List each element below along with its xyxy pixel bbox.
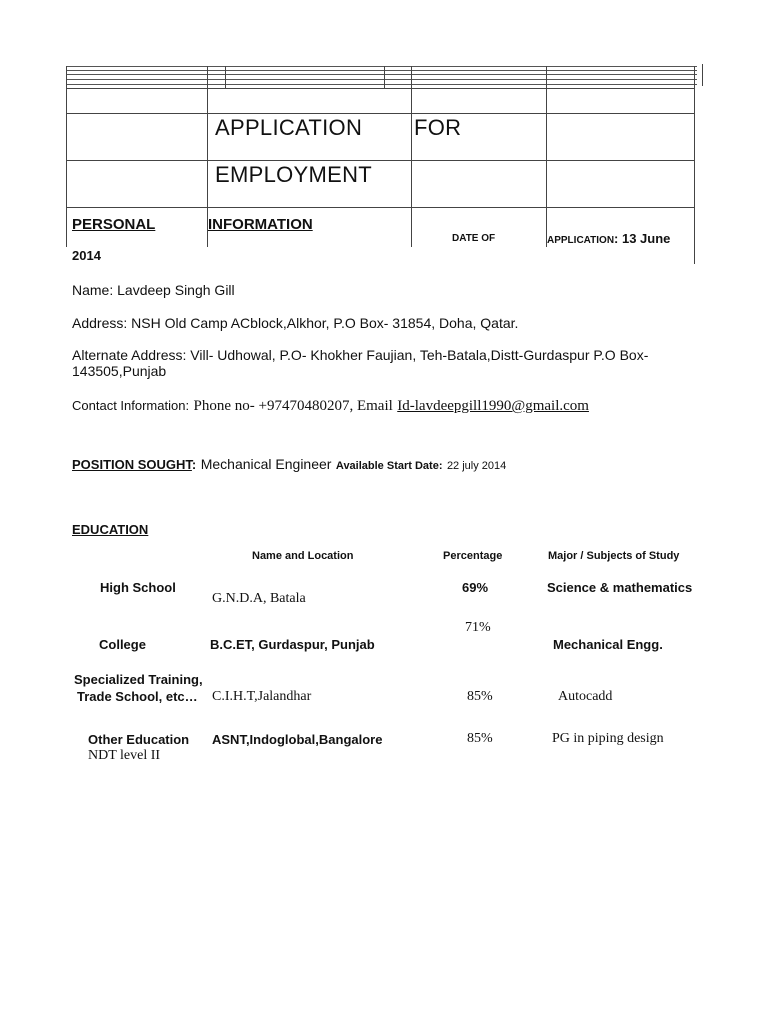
- table-col-line: [546, 66, 547, 247]
- edu-institution: ASNT,Indoglobal,Bangalore: [212, 732, 383, 747]
- start-date-label: Available Start Date:: [335, 460, 443, 472]
- table-row-line: [66, 88, 694, 89]
- contact-information: [72, 397, 589, 415]
- start-date-value: 22 july 2014: [446, 460, 507, 472]
- table-border-top: [67, 79, 697, 80]
- table-border-top: [67, 66, 697, 67]
- contact-phone: Phone no- +97470480207, Email: [193, 398, 393, 414]
- date-of-label: DATE OF: [452, 233, 496, 244]
- section-heading-information: INFORMATION: [208, 216, 313, 233]
- table-border-top: [67, 84, 697, 85]
- edu-level-ndt: NDT level II: [88, 748, 161, 763]
- alternate-address-line1: Alternate Address: Vill- Udhowal, P.O- Khokher Faujian, Teh-Batala,Distt-Gurdaspur P.O Box-: [72, 347, 649, 363]
- edu-percentage: 69%: [462, 580, 489, 595]
- col-header-name-location: Name and Location: [252, 550, 354, 562]
- section-heading-education: EDUCATION: [72, 522, 149, 537]
- edu-major: Mechanical Engg.: [553, 637, 663, 652]
- position-label: POSITION SOUGHT: [72, 457, 192, 472]
- table-border-right-outer: [702, 64, 703, 86]
- table-divider: [225, 66, 226, 88]
- edu-major: Autocadd: [558, 689, 613, 704]
- title-for: FOR: [414, 115, 462, 140]
- edu-institution: B.C.ET, Gurdaspur, Punjab: [210, 637, 375, 652]
- edu-level-trade-school: Trade School, etc…: [77, 689, 198, 704]
- position-value: Mechanical Engineer: [200, 456, 332, 472]
- col-header-percentage: Percentage: [443, 550, 503, 562]
- edu-level-college: College: [99, 637, 146, 652]
- edu-level-specialized: Specialized Training,: [74, 672, 203, 687]
- edu-percentage: 85%: [467, 731, 493, 746]
- edu-institution: G.N.D.A, Batala: [212, 591, 306, 606]
- title-application: APPLICATION: [215, 115, 363, 140]
- col-header-major: Major / Subjects of Study: [548, 550, 680, 562]
- position-sought: [72, 456, 506, 474]
- edu-level-high-school: High School: [100, 580, 176, 595]
- applicant-address: Address: NSH Old Camp ACblock,Alkhor, P.O Box- 31854, Doha, Qatar.: [72, 315, 519, 331]
- alternate-address-line2: 143505,Punjab: [72, 363, 167, 379]
- contact-label: Contact Information:: [72, 398, 190, 413]
- table-row-line: [66, 160, 694, 161]
- edu-institution: C.I.H.T,Jalandhar: [212, 689, 312, 704]
- table-row-line: [66, 207, 694, 208]
- application-date-year: 2014: [72, 248, 101, 263]
- table-col-line: [411, 66, 412, 247]
- table-border-top: [67, 74, 697, 75]
- title-employment: EMPLOYMENT: [215, 162, 373, 187]
- applicant-name: Name: Lavdeep Singh Gill: [72, 282, 235, 298]
- contact-email-link[interactable]: Id-lavdeepgill1990@gmail.com: [397, 398, 589, 414]
- table-col-line: [66, 66, 67, 247]
- edu-major: Science & mathematics: [547, 580, 693, 595]
- edu-major: PG in piping design: [552, 731, 664, 746]
- table-col-line: [694, 66, 695, 264]
- application-label: APPLICATION: [547, 235, 615, 246]
- section-heading-personal: PERSONAL: [72, 216, 156, 233]
- edu-percentage: 85%: [467, 689, 493, 704]
- position-colon: :: [191, 457, 197, 472]
- table-row-line: [66, 113, 694, 114]
- edu-percentage: 71%: [465, 620, 491, 635]
- table-divider: [384, 66, 385, 88]
- application-date-value: : 13 June: [614, 231, 671, 246]
- edu-level-other: Other Education: [88, 732, 190, 747]
- application-date: [547, 230, 670, 248]
- table-border-top: [67, 70, 697, 71]
